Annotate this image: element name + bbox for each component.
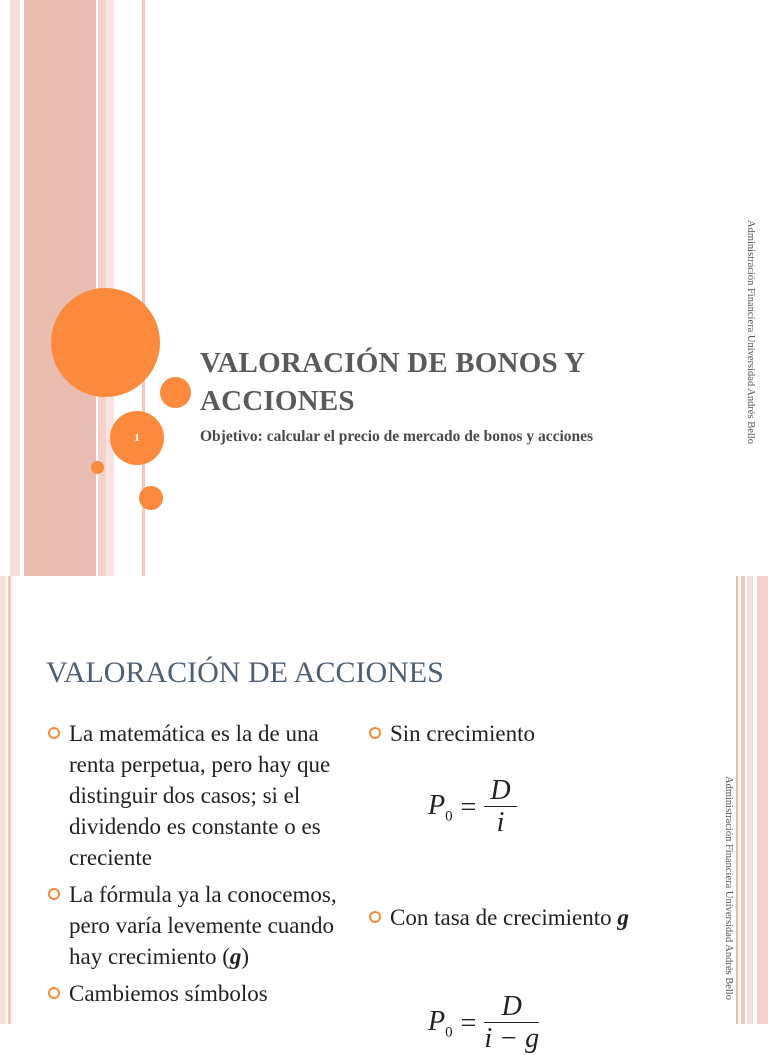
formula-subscript: 0	[445, 808, 453, 825]
slide-1-title	[200, 344, 680, 420]
formula-numerator: D	[484, 776, 516, 807]
decor-stripe	[747, 576, 753, 1024]
decor-stripe	[10, 0, 20, 576]
circle-bullet-icon	[369, 911, 381, 923]
bullet-text: La matemática es la de una renta perpetua, pero hay que distinguir dos casos; si el dividendo es constante o es creciente	[69, 721, 331, 870]
list-item	[367, 718, 707, 749]
decor-stripe	[24, 0, 96, 576]
formula-numerator: D	[484, 992, 539, 1023]
decor-circle-tiny	[91, 461, 104, 474]
list-item	[46, 978, 346, 1009]
formula-denominator: i	[496, 807, 505, 838]
left-bullet-list	[46, 718, 346, 1015]
circle-bullet-icon	[48, 727, 60, 739]
side-footer-text: Administración Financiera Universidad Andrés Bello	[723, 776, 734, 1000]
list-item	[367, 902, 707, 933]
formula-no-growth: $P_0$ = $\frac{D}{i}$	[428, 776, 517, 839]
bullet-text-end: )	[241, 944, 250, 969]
bullet-text: La fórmula ya la conocemos, pero varía levemente cuando hay crecimiento (	[69, 882, 337, 969]
decor-stripe	[736, 576, 738, 1024]
list-item	[46, 879, 346, 972]
slide-number: 1	[134, 432, 140, 444]
title-line-1: VALORACIÓN DE BONOS Y	[200, 347, 586, 379]
decor-stripe	[0, 576, 6, 1024]
formula-subscript: 0	[445, 1024, 453, 1041]
bullet-variable: g	[617, 905, 629, 930]
decor-stripe	[741, 576, 745, 1024]
slide-1-subtitle: Objetivo: calcular el precio de mercado de bonos y acciones	[200, 428, 594, 445]
right-bullet-1	[367, 718, 707, 749]
slide-2-title: VALORACIÓN DE ACCIONES	[46, 656, 444, 689]
right-bullet-2	[367, 902, 707, 933]
circle-bullet-icon	[48, 888, 60, 900]
decor-stripe	[757, 576, 768, 1024]
formula-with-growth: $P_0$ = $\frac{D}{i - g}$	[428, 991, 540, 1054]
formula-lhs: P	[428, 789, 446, 821]
decor-circle-large	[51, 288, 160, 397]
decor-circle-small-2	[139, 486, 163, 510]
list-item	[46, 718, 346, 873]
circle-bullet-icon	[369, 727, 381, 739]
bullet-text: Sin crecimiento	[390, 721, 535, 746]
slide-2	[0, 576, 768, 1054]
bullet-variable: g	[229, 944, 242, 969]
bullet-text: Con tasa de crecimiento	[390, 905, 618, 930]
circle-bullet-icon	[48, 987, 60, 999]
decor-circle-small	[160, 377, 191, 408]
formula-denominator: i − g	[484, 1023, 540, 1054]
formula-lhs: P	[428, 1005, 446, 1037]
title-line-2: ACCIONES	[200, 385, 355, 417]
side-footer-text: Administración Financiera Universidad Andrés Bello	[745, 220, 756, 444]
bullet-text: Cambiemos símbolos	[69, 981, 268, 1006]
decor-stripe	[8, 576, 11, 1024]
